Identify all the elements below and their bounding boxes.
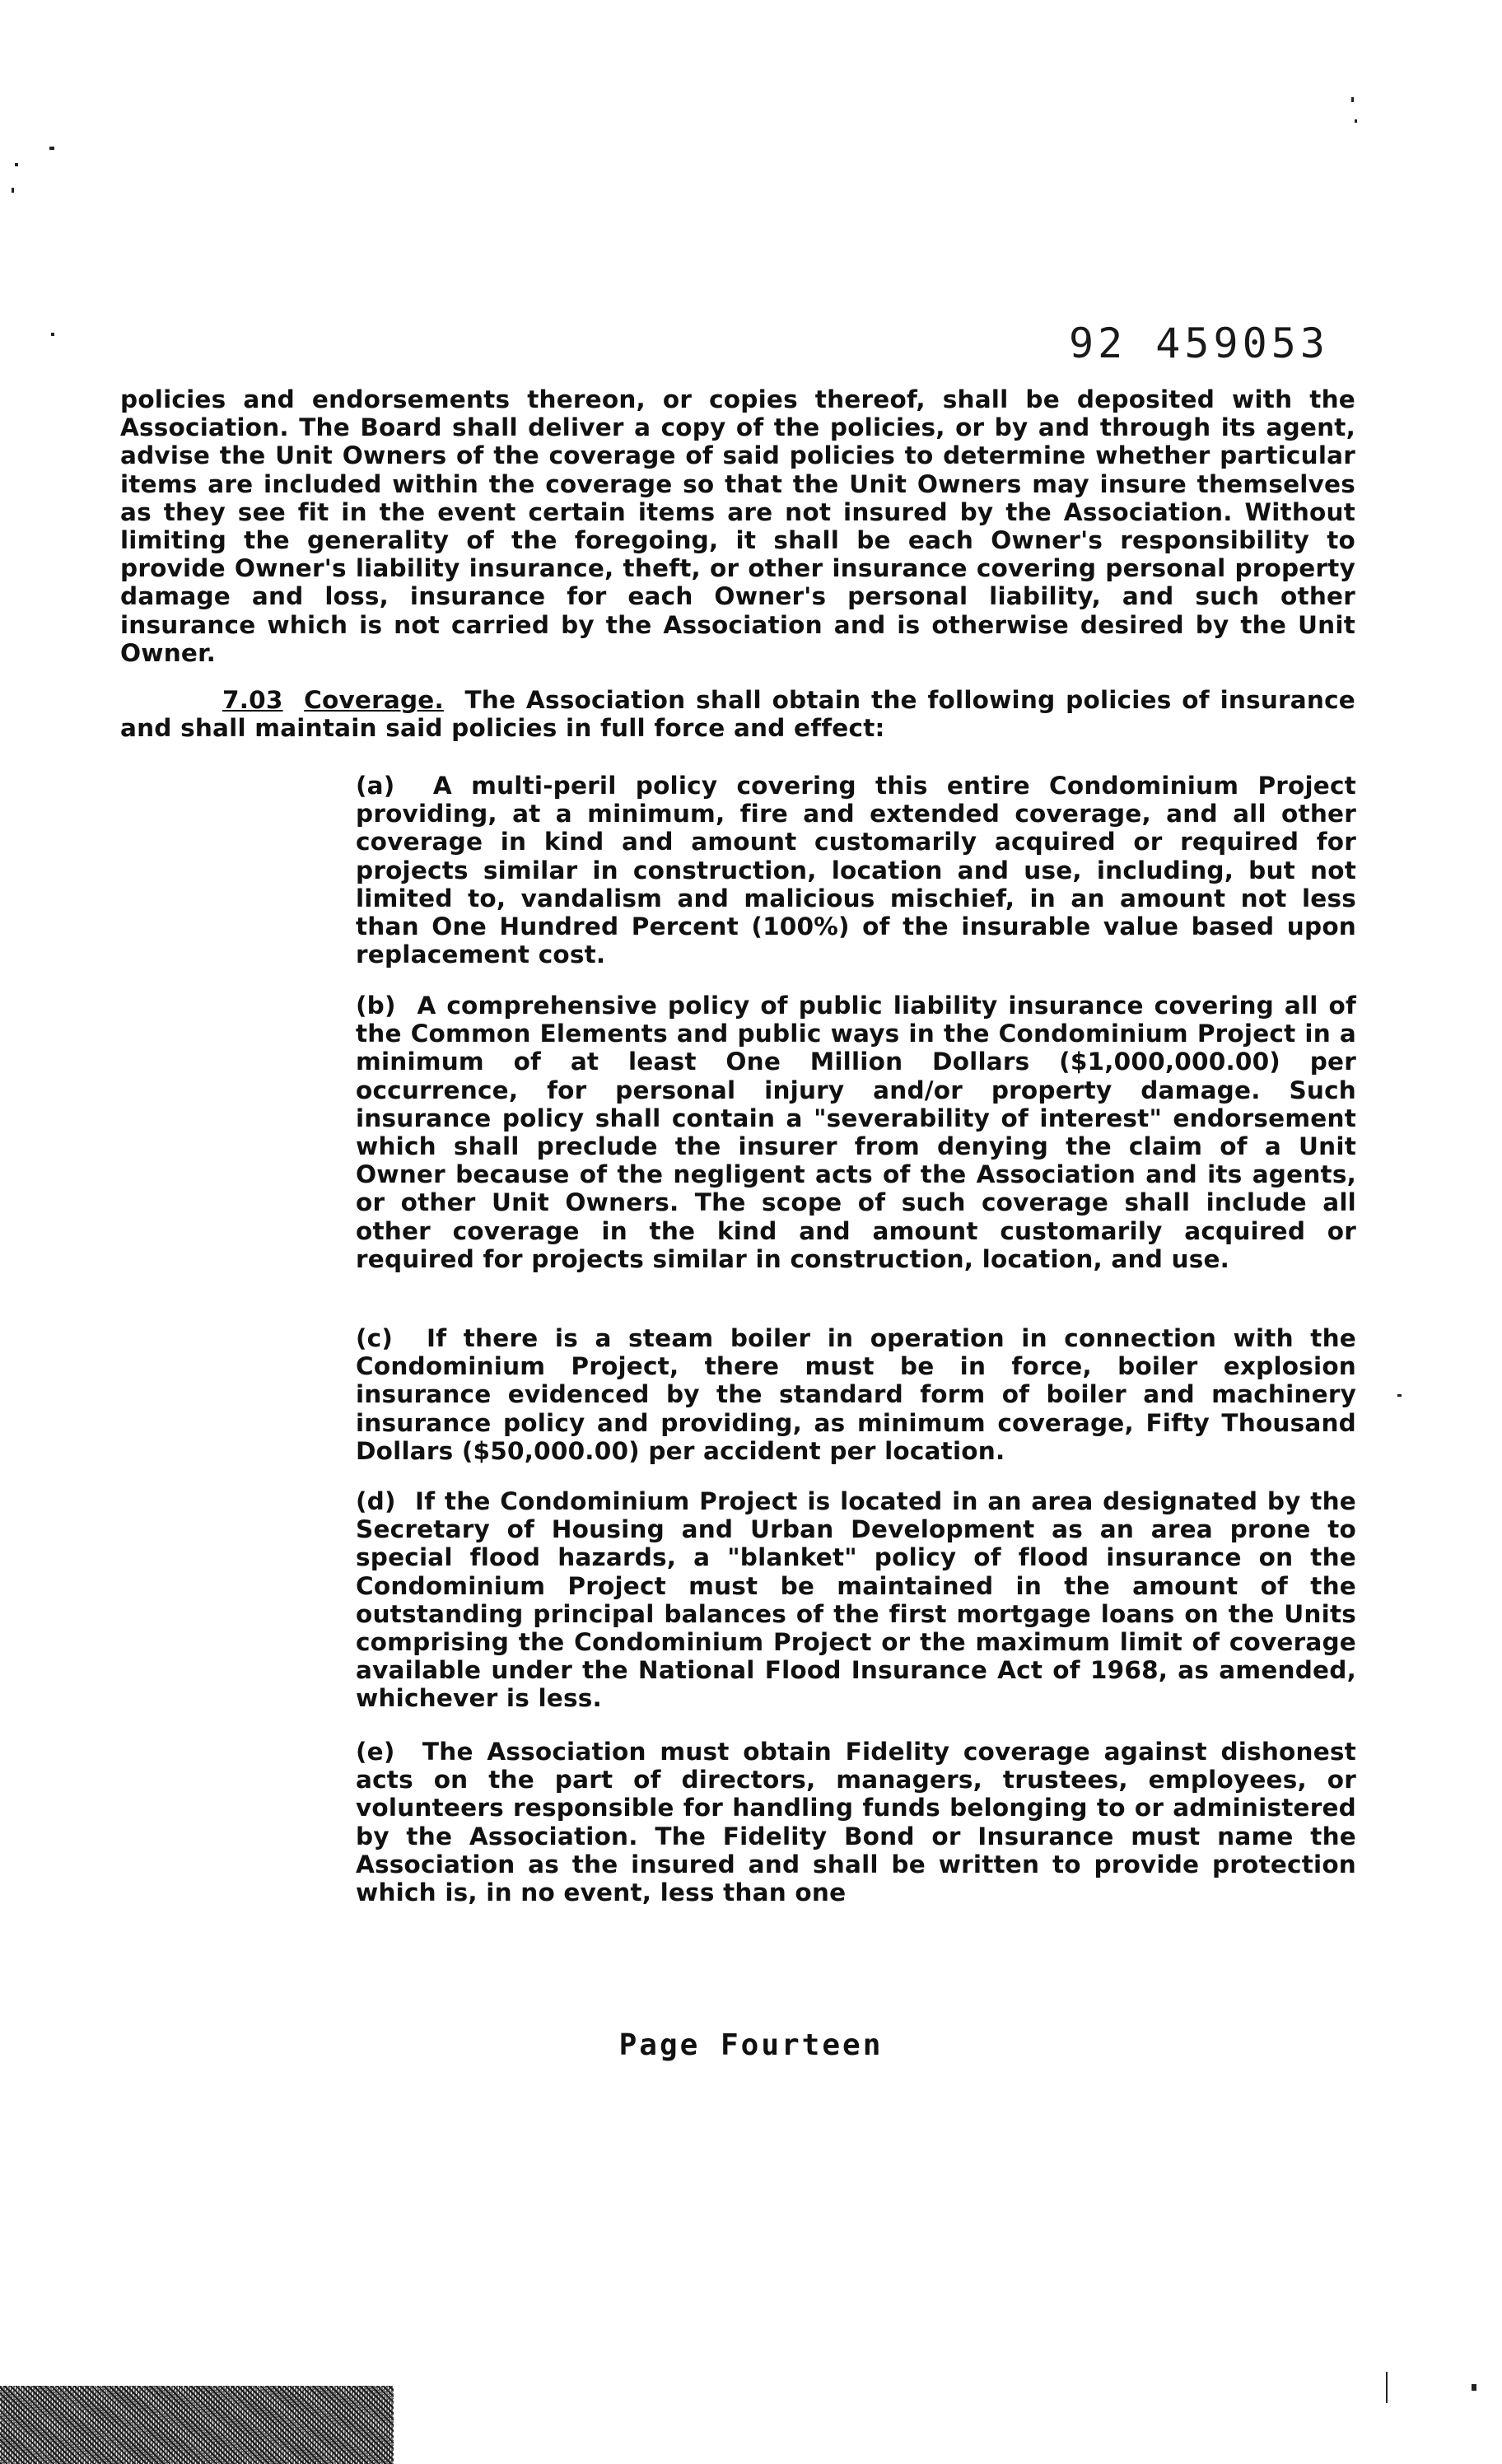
scan-line (1386, 2372, 1388, 2403)
scan-speck (1472, 2384, 1476, 2391)
scan-speck (51, 333, 54, 336)
coverage-item-b (356, 992, 1356, 1273)
scan-speck (1351, 97, 1354, 102)
section-number: 7.03 (222, 686, 283, 714)
coverage-item-a (356, 772, 1356, 968)
coverage-item-c (356, 1324, 1356, 1465)
section-text: The Association shall obtain the following policies of insurance and shall maintain said policies in full force and effect: (120, 686, 1355, 743)
item-label: (a) (356, 772, 395, 800)
item-label: (e) (356, 1738, 395, 1766)
item-text: A comprehensive policy of public liability insurance covering all of the Common Elements and public ways in the Condominium Project in a minimum of at least One Million Dollars ($1,000,000.00) per occurrence, for personal injury and/or property damage. Such insurance policy shall contain a "severability of interest" endorsement which shall preclude the insurer from denying the claim of a Unit Owner because of the negligent acts of the Association and its agents, or other Unit Owners. The scope of such coverage shall include all other coverage in the kind and amount customarily acquired or required for projects similar in construction, location, and use. (356, 992, 1356, 1273)
section-7-03-paragraph (120, 686, 1355, 742)
scan-speck (12, 188, 14, 193)
coverage-item-d (356, 1487, 1356, 1713)
item-text: A multi-peril policy covering this entire Condominium Project providing, at a minimum, fire and extended coverage, and all other coverage in kind and amount customarily acquired or required for projects similar in construction, location and use, including, but not limited to, vandalism and malicious mischief, in an amount not less than One Hundred Percent (100%) of the insurable value based upon replacement cost. (356, 772, 1356, 969)
section-title: Coverage. (304, 686, 444, 714)
coverage-item-e (356, 1738, 1356, 1906)
document-number: 92 459053 (1069, 320, 1329, 367)
page-footer-label: Page Fourteen (618, 2028, 884, 2062)
item-text: If there is a steam boiler in operation in connection with the Condominium Project, there must be in force, boiler explosion insurance evidenced by the standard form of boiler and machinery insurance policy and providing, as minimum coverage, Fifty Thousand Dollars ($50,000.00) per accident per location. (356, 1324, 1356, 1465)
intro-paragraph: policies and endorsements thereon, or copies thereof, shall be deposited with the Association. The Board shall deliver a copy of the policies, or by and through its agent, advise the Unit Owners of the coverage of said policies to determine whether particular items are included within the coverage so that the Unit Owners may insure themselves as they see fit in the event certain items are not insured by the Association. Without limiting the generality of the foregoing, it shall be each Owner's responsibility to provide Owner's liability insurance, theft, or other insurance covering personal property damage and loss, insurance for each Owner's personal liability, and such other insurance which is not carried by the Association and is otherwise desired by the Unit Owner. (120, 385, 1355, 667)
scan-speck (1355, 119, 1357, 123)
item-text: If the Condominium Project is located in an area designated by the Secretary of Housing and Urban Development as an area prone to special flood hazards, a "blanket" policy of flood insurance on the Condominium Project must be maintained in the amount of the outstanding principal balances of the first mortgage loans on the Units comprising the Condominium Project or the maximum limit of coverage available under the National Flood Insurance Act of 1968, as amended, whichever is less. (356, 1487, 1356, 1713)
scan-noise-artifact (0, 2386, 394, 2464)
scan-speck (15, 163, 18, 166)
item-label: (c) (356, 1324, 394, 1352)
scan-speck (1397, 1394, 1402, 1397)
item-label: (b) (356, 992, 396, 1020)
item-text: The Association must obtain Fidelity coverage against dishonest acts on the part of directors, managers, trustees, employees, or volunteers responsible for handling funds belonging to or administered by the Association. The Fidelity Bond or Insurance must name the Association as the insured and shall be written to provide protection which is, in no event, less than one (356, 1738, 1356, 1907)
item-label: (d) (356, 1487, 396, 1515)
scan-speck (49, 147, 54, 150)
